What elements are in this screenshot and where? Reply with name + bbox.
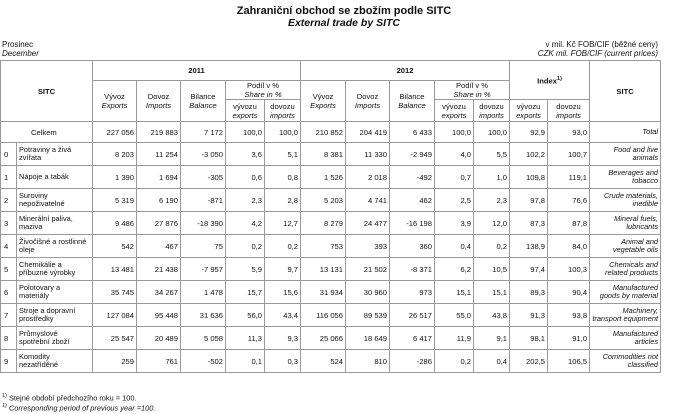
table-cell: 973	[390, 281, 435, 304]
index-exports-header: vývozu exports	[510, 100, 548, 122]
sitc-code: 0	[1, 143, 17, 166]
sitc-name-en: Commodities not classified	[590, 350, 661, 373]
table-cell: 8 279	[301, 212, 346, 235]
table-cell: 393	[346, 235, 390, 258]
sitc-name: Komodity nezatříděné	[17, 350, 93, 373]
table-cell: 0,6	[226, 166, 265, 189]
table-cell: 4 741	[346, 189, 390, 212]
table-cell: 25 547	[93, 327, 137, 350]
table-cell: 15,6	[265, 281, 301, 304]
table-cell: 5 058	[181, 327, 226, 350]
table-cell: -16 198	[390, 212, 435, 235]
table-cell: 100,7	[548, 143, 590, 166]
table-cell: 202,5	[510, 350, 548, 373]
table-cell: 1,0	[474, 166, 510, 189]
sitc-code: 2	[1, 189, 17, 212]
table-cell: 106,5	[548, 350, 590, 373]
table-cell: -492	[390, 166, 435, 189]
table-cell: 91,0	[548, 327, 590, 350]
footnote-mark: 1)	[2, 393, 7, 399]
period-label: Prosinec	[2, 40, 34, 49]
sitc-header-right: SITC	[590, 61, 661, 122]
footnote-cz: $^{1)}$ Stejné období předchozího roku = 100.	[2, 393, 137, 403]
table-cell: 9,1	[474, 327, 510, 350]
table-cell: 1 526	[301, 166, 346, 189]
table-cell: 56,0	[226, 304, 265, 327]
total-value: 204 419	[346, 122, 390, 143]
dovoz-2011-header: Dovoz Imports	[137, 81, 181, 122]
table-cell: 20 489	[137, 327, 181, 350]
sitc-name-en: Food and live animals	[590, 143, 661, 166]
sitc-name-en: Animal and vegetable oils	[590, 235, 661, 258]
table-cell: 97,8	[510, 189, 548, 212]
table-cell: -3 050	[181, 143, 226, 166]
sitc-name: Polotovary a materiály	[17, 281, 93, 304]
table-cell: 753	[301, 235, 346, 258]
table-cell: 4,2	[226, 212, 265, 235]
table-cell: 11 254	[137, 143, 181, 166]
table-cell: 0,2	[226, 235, 265, 258]
table-cell: 11 330	[346, 143, 390, 166]
sitc-code: 1	[1, 166, 17, 189]
table-cell: 84,0	[548, 235, 590, 258]
table-row	[1, 350, 661, 373]
table-cell: 10,5	[474, 258, 510, 281]
table-cell: 9,3	[265, 327, 301, 350]
table-cell: 761	[137, 350, 181, 373]
table-cell: 98,1	[510, 327, 548, 350]
share-2012-header: Podíl v % Share in %	[435, 81, 510, 100]
sitc-name-en: Beverages and tobacco	[590, 166, 661, 189]
sitc-name: Chemikálie a příbuzné výrobky	[17, 258, 93, 281]
vyvoz-2011-header: Vývoz Exports	[93, 81, 137, 122]
table-row	[1, 327, 661, 350]
total-value: 100,0	[474, 122, 510, 143]
sitc-name-en: Mineral fuels, lubricants	[590, 212, 661, 235]
table-cell: 1 478	[181, 281, 226, 304]
sitc-name-en: Manufactured goods by material	[590, 281, 661, 304]
table-cell: 0,8	[265, 166, 301, 189]
table-cell: 30 960	[346, 281, 390, 304]
table-cell: 0,4	[435, 235, 474, 258]
sitc-name: Nápoje a tabák	[17, 166, 93, 189]
sitc-name: Průmyslové spotřební zboží	[17, 327, 93, 350]
index-footnote-mark: 1)	[557, 75, 562, 82]
table-cell: 1 390	[93, 166, 137, 189]
table-cell: 259	[93, 350, 137, 373]
table-cell: 11,3	[226, 327, 265, 350]
table-cell: 6 417	[390, 327, 435, 350]
total-label: Celkem	[1, 122, 93, 143]
header-row-years	[1, 61, 661, 81]
table-cell: 11,9	[435, 327, 474, 350]
sitc-name: Suroviny nepoživatelné	[17, 189, 93, 212]
dovoz-2012-header: Dovoz Imports	[346, 81, 390, 122]
table-cell: 116 056	[301, 304, 346, 327]
table-cell: 542	[93, 235, 137, 258]
table-cell: 0,1	[226, 350, 265, 373]
unit-label: v mil. Kč FOB/CIF (běžné ceny)	[545, 40, 658, 49]
table-cell: 467	[137, 235, 181, 258]
table-cell: 0,4	[474, 350, 510, 373]
share-exports-2011-header: vývozu exports	[226, 100, 265, 122]
total-value: 6 433	[390, 122, 435, 143]
table-cell: 75	[181, 235, 226, 258]
period-label-en: December	[2, 49, 39, 58]
table-cell: 2,5	[435, 189, 474, 212]
table-cell: 18 649	[346, 327, 390, 350]
table-cell: 12,7	[265, 212, 301, 235]
total-row	[1, 122, 661, 143]
sitc-header: SITC	[1, 61, 93, 122]
table-cell: 13 131	[301, 258, 346, 281]
sitc-code: 4	[1, 235, 17, 258]
year-2011-header: 2011	[93, 61, 301, 81]
sitc-name-en: Machinery, transport equipment	[590, 304, 661, 327]
sitc-name-en: Chemicals and related products	[590, 258, 661, 281]
unit-label-en: CZK mil. FOB/CIF (current prices)	[537, 49, 658, 58]
sitc-name: Potraviny a živá zvířata	[17, 143, 93, 166]
total-label-en: Total	[590, 122, 661, 143]
table-row	[1, 235, 661, 258]
total-value: 227 056	[93, 122, 137, 143]
table-cell: 810	[346, 350, 390, 373]
total-value: 7 172	[181, 122, 226, 143]
table-cell: 15,1	[474, 281, 510, 304]
table-row	[1, 143, 661, 166]
table-cell: 138,9	[510, 235, 548, 258]
vyvoz-2012-header: Vývoz Exports	[301, 81, 346, 122]
page-title: Zahraniční obchod se zbožím podle SITC	[236, 5, 452, 17]
sitc-name-en: Manufactured articles	[590, 327, 661, 350]
table-cell: 524	[301, 350, 346, 373]
table-row	[1, 166, 661, 189]
table-cell: 100,3	[548, 258, 590, 281]
table-cell: 2,3	[474, 189, 510, 212]
page-subtitle: External trade by SITC	[287, 17, 401, 29]
table-cell: 35 745	[93, 281, 137, 304]
sitc-code: 3	[1, 212, 17, 235]
table-cell: 119,1	[548, 166, 590, 189]
table-row	[1, 258, 661, 281]
table-cell: 0,2	[265, 235, 301, 258]
sitc-name: Minerální paliva, maziva	[17, 212, 93, 235]
table-cell: 89 539	[346, 304, 390, 327]
table-cell: 24 477	[346, 212, 390, 235]
trade-table	[0, 60, 661, 373]
share-2011-header: Podíl v % Share in %	[226, 81, 301, 100]
table-row	[1, 212, 661, 235]
table-cell: 13 481	[93, 258, 137, 281]
table-cell: 127 084	[93, 304, 137, 327]
table-cell: -7 957	[181, 258, 226, 281]
table-cell: 0,2	[435, 350, 474, 373]
table-cell: -8 371	[390, 258, 435, 281]
table-cell: -2 949	[390, 143, 435, 166]
table-cell: 12,0	[474, 212, 510, 235]
table-cell: 9 486	[93, 212, 137, 235]
table-cell: 102,2	[510, 143, 548, 166]
sitc-code: 9	[1, 350, 17, 373]
table-cell: 43,4	[265, 304, 301, 327]
table-cell: 5 319	[93, 189, 137, 212]
table-cell: -502	[181, 350, 226, 373]
index-label: Index	[537, 76, 558, 86]
total-value: 210 852	[301, 122, 346, 143]
table-row	[1, 189, 661, 212]
table-cell: -18 390	[181, 212, 226, 235]
table-cell: 5,1	[265, 143, 301, 166]
table-cell: 21 502	[346, 258, 390, 281]
table-cell: 462	[390, 189, 435, 212]
table-cell: 9,7	[265, 258, 301, 281]
table-row	[1, 281, 661, 304]
table-cell: 5 203	[301, 189, 346, 212]
sitc-name: Stroje a dopravní prostředky	[17, 304, 93, 327]
table-cell: 43,8	[474, 304, 510, 327]
sitc-code: 6	[1, 281, 17, 304]
table-cell: 5,5	[474, 143, 510, 166]
table-cell: 0,3	[265, 350, 301, 373]
table-cell: 55,0	[435, 304, 474, 327]
table-cell: 109,8	[510, 166, 548, 189]
table-cell: 93,8	[548, 304, 590, 327]
table-cell: 4,0	[435, 143, 474, 166]
table-cell: 3,9	[435, 212, 474, 235]
table-cell: 5,9	[226, 258, 265, 281]
table-cell: -286	[390, 350, 435, 373]
share-exports-2012-header: vývozu exports	[435, 100, 474, 122]
total-value: 100,0	[435, 122, 474, 143]
table-row	[1, 304, 661, 327]
total-value: 219 883	[137, 122, 181, 143]
footnote-mark-en: 1)	[2, 403, 7, 409]
bilance-2011-header: Bilance Balance	[181, 81, 226, 122]
total-value: 100,0	[226, 122, 265, 143]
table-cell: 25 066	[301, 327, 346, 350]
index-header	[510, 61, 590, 100]
table-cell: 15,1	[435, 281, 474, 304]
table-body	[1, 61, 661, 373]
table-cell: 87,3	[510, 212, 548, 235]
total-value: 93,0	[548, 122, 590, 143]
table-cell: 8 203	[93, 143, 137, 166]
table-cell: 87,8	[548, 212, 590, 235]
table-cell: 27 876	[137, 212, 181, 235]
table-cell: 8 381	[301, 143, 346, 166]
table-cell: 2,3	[226, 189, 265, 212]
sitc-code: 8	[1, 327, 17, 350]
table-cell: 34 267	[137, 281, 181, 304]
table-cell: 76,6	[548, 189, 590, 212]
share-imports-2012-header: dovozu imports	[474, 100, 510, 122]
table-cell: 95 448	[137, 304, 181, 327]
table-cell: 6 190	[137, 189, 181, 212]
table-cell: 6,2	[435, 258, 474, 281]
index-imports-header: dovozu imports	[548, 100, 590, 122]
sitc-name: Živočišné a rostlinné oleje	[17, 235, 93, 258]
table-cell: 1 694	[137, 166, 181, 189]
table-cell: 21 438	[137, 258, 181, 281]
table-cell: 90,4	[548, 281, 590, 304]
table-cell: 31 934	[301, 281, 346, 304]
year-2012-header: 2012	[301, 61, 510, 81]
table-cell: 2 018	[346, 166, 390, 189]
total-value: 100,0	[265, 122, 301, 143]
sitc-code: 5	[1, 258, 17, 281]
sitc-code: 7	[1, 304, 17, 327]
table-cell: 15,7	[226, 281, 265, 304]
table-cell: 31 636	[181, 304, 226, 327]
table-cell: 89,3	[510, 281, 548, 304]
table-cell: 3,6	[226, 143, 265, 166]
table-cell: 0,2	[474, 235, 510, 258]
share-imports-2011-header: dovozu imports	[265, 100, 301, 122]
table-cell: -871	[181, 189, 226, 212]
table-cell: 97,4	[510, 258, 548, 281]
bilance-2012-header: Bilance Balance	[390, 81, 435, 122]
table-cell: 91,3	[510, 304, 548, 327]
table-cell: 360	[390, 235, 435, 258]
table-cell: 2,8	[265, 189, 301, 212]
total-value: 92,9	[510, 122, 548, 143]
table-cell: -305	[181, 166, 226, 189]
sitc-name-en: Crude materials, inedible	[590, 189, 661, 212]
footnote-en: $^{1)}$ Corresponding period of previous year =100.	[2, 403, 156, 413]
table-cell: 26 517	[390, 304, 435, 327]
table-cell: 0,7	[435, 166, 474, 189]
